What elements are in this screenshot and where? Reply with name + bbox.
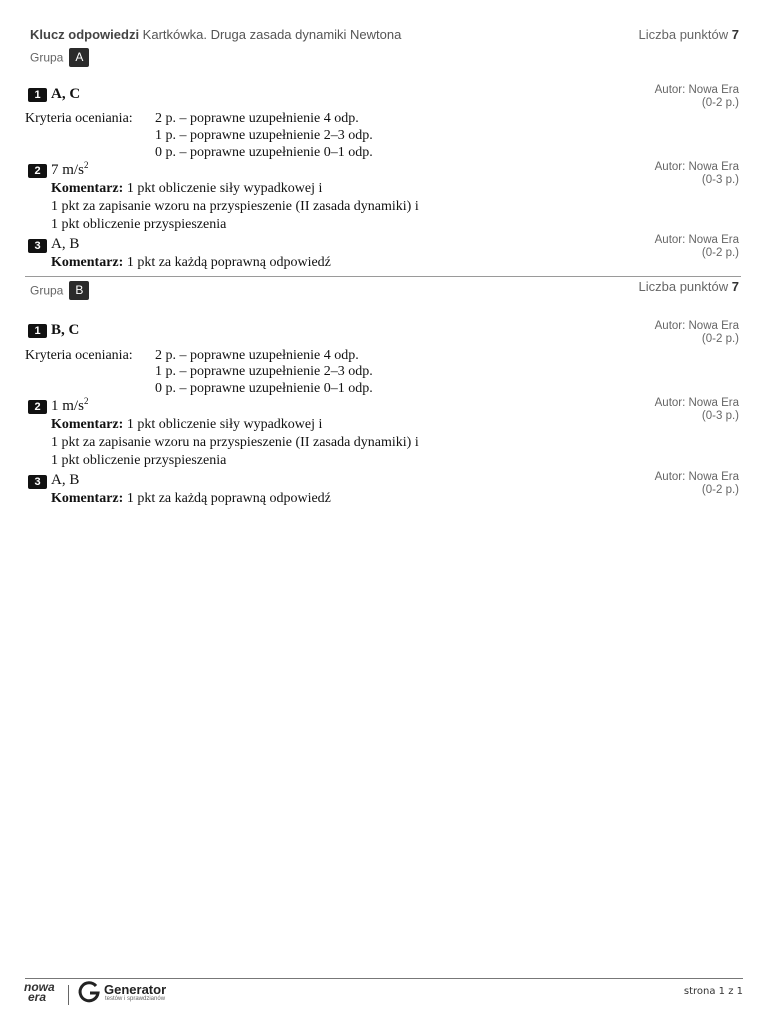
- comment-line: [51, 181, 322, 197]
- answer-value: 1 m/s: [51, 398, 84, 414]
- author: Autor: Nowa Era: [654, 234, 739, 246]
- question-number: 2: [28, 164, 47, 178]
- comment-text: 1 pkt za każdą poprawną odpowiedź: [126, 255, 331, 270]
- document-title: [30, 27, 401, 42]
- comment-text: 1 pkt obliczenie siły wypadkowej i: [126, 181, 323, 196]
- answer-exponent: 2: [83, 396, 89, 406]
- title-rest: Kartkówka. Druga zasada dynamiki Newtona: [139, 27, 402, 42]
- answer-exponent: 2: [83, 160, 89, 170]
- total-points: [639, 27, 739, 42]
- points-range: (0-2 p.): [701, 333, 739, 345]
- logo-era-text: era: [28, 990, 47, 1004]
- group-b-heading: [30, 281, 89, 300]
- points-value: 7: [731, 27, 739, 42]
- comment-label: Komentarz:: [51, 255, 124, 270]
- comment-line: [51, 255, 331, 271]
- generator-logo-icon: [77, 980, 101, 1009]
- answer: [51, 162, 88, 179]
- group-label: Grupa: [30, 50, 64, 65]
- points-value: 7: [731, 279, 739, 294]
- author: Autor: Nowa Era: [654, 397, 739, 409]
- points-label: Liczba punktów: [638, 27, 729, 42]
- comment-label: Komentarz:: [51, 181, 124, 196]
- criteria-line: 0 p. – poprawne uzupełnienie 0–1 odp.: [155, 381, 373, 396]
- criteria-line: 2 p. – poprawne uzupełnienie 4 odp.: [155, 111, 359, 126]
- generator-logo-text: Generator: [104, 982, 167, 997]
- question-number: 2: [28, 400, 47, 414]
- author-info: [655, 397, 739, 423]
- author: Autor: Nowa Era: [654, 471, 739, 483]
- comment-label: Komentarz:: [51, 417, 124, 432]
- author: Autor: Nowa Era: [654, 84, 739, 96]
- points-range: (0-3 p.): [701, 410, 739, 422]
- answer: A, C: [51, 86, 81, 102]
- criteria-line: 1 p. – poprawne uzupełnienie 2–3 odp.: [155, 128, 373, 143]
- comment-line: 1 pkt za zapisanie wzoru na przyspieszenie (II zasada dynamiki) i: [51, 199, 419, 214]
- nowa-era-logo: [24, 982, 55, 1002]
- group-divider: [25, 276, 741, 277]
- answer-value: 7 m/s: [51, 162, 84, 178]
- comment-line: [51, 491, 331, 507]
- author-info: [655, 84, 739, 110]
- answer: B, C: [51, 322, 80, 338]
- criteria-label: Kryteria oceniania:: [25, 111, 133, 126]
- footer-divider: [25, 978, 743, 979]
- question-number: 1: [28, 324, 47, 338]
- answer: A, B: [51, 472, 80, 488]
- comment-line: 1 pkt za zapisanie wzoru na przyspieszenie (II zasada dynamiki) i: [51, 435, 419, 450]
- author: Autor: Nowa Era: [654, 161, 739, 173]
- author-info: [655, 320, 739, 346]
- group-label: Grupa: [30, 283, 64, 298]
- title-bold: Klucz odpowiedzi: [30, 27, 140, 42]
- author-info: [655, 234, 739, 260]
- points-range: (0-2 p.): [701, 484, 739, 496]
- author-info: [655, 161, 739, 187]
- group-points: [639, 279, 739, 294]
- criteria-line: 1 p. – poprawne uzupełnienie 2–3 odp.: [155, 364, 373, 379]
- page-number: strona 1 z 1: [683, 986, 743, 997]
- comment-line: 1 pkt obliczenie przyspieszenia: [51, 453, 227, 468]
- criteria-label: Kryteria oceniania:: [25, 348, 133, 363]
- generator-logo-subtitle: testów i sprawdzianów: [105, 996, 166, 1002]
- question-number: 1: [28, 88, 47, 102]
- points-range: (0-3 p.): [701, 174, 739, 186]
- author-info: [655, 471, 739, 497]
- answer: A, B: [51, 236, 80, 252]
- author: Autor: Nowa Era: [654, 320, 739, 332]
- points-range: (0-2 p.): [701, 247, 739, 259]
- points-label: Liczba punktów: [638, 279, 729, 294]
- question-number: 3: [28, 475, 47, 489]
- criteria-line: 0 p. – poprawne uzupełnienie 0–1 odp.: [155, 145, 373, 160]
- comment-label: Komentarz:: [51, 491, 124, 506]
- logo-nowa-text: nowa: [24, 980, 55, 994]
- comment-line: [51, 417, 322, 433]
- group-badge: B: [69, 281, 89, 300]
- comment-text: 1 pkt za każdą poprawną odpowiedź: [126, 491, 331, 506]
- group-badge: A: [69, 48, 89, 67]
- comment-line: 1 pkt obliczenie przyspieszenia: [51, 217, 227, 232]
- answer: [51, 398, 88, 415]
- criteria-line: 2 p. – poprawne uzupełnienie 4 odp.: [155, 348, 359, 363]
- comment-text: 1 pkt obliczenie siły wypadkowej i: [126, 417, 323, 432]
- question-number: 3: [28, 239, 47, 253]
- points-range: (0-2 p.): [701, 97, 739, 109]
- logo-divider: [68, 985, 69, 1005]
- group-a-heading: [30, 48, 89, 67]
